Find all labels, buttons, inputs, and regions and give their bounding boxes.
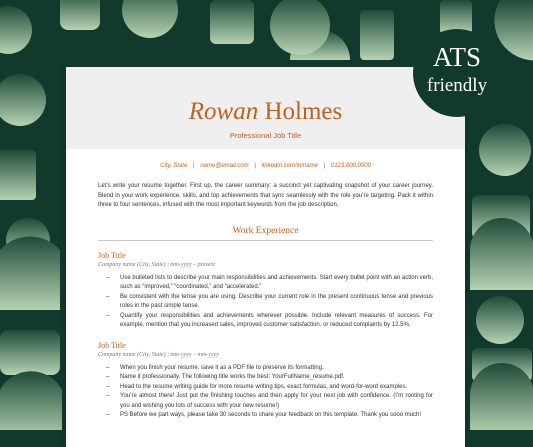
candidate-name <box>66 99 465 124</box>
bullet-item: – PS Before we part ways, please take 30 seconds to share your feedback on this template. Thank you sooo much! <box>120 411 433 421</box>
contact-separator: | <box>192 163 195 169</box>
contact-phone: 0123.000.0000 <box>330 163 371 169</box>
job-entry <box>98 251 433 331</box>
bullet-item: – Use bulleted lists to describe your main responsibilities and achievements. Start every bullet point with an action verb, such as “improved,” “coordinated,” and “accelerated.” <box>120 274 433 293</box>
contact-linkedin: linkedin.com/in/name <box>261 163 318 169</box>
contact-email: name@email.com <box>200 163 249 169</box>
last-name: Holmes <box>264 98 343 125</box>
job-company-dates: Company name (City, State) | mm-yyyy – present <box>98 261 216 268</box>
bullet-item: – You’re almost there! Just put the finishing touches and then apply for your next job with confidence. (I’m rooting for you and wishing you lots of success with your new resume!) <box>120 392 433 411</box>
contact-line <box>66 163 465 169</box>
badge-line-1: ATS <box>432 42 481 72</box>
bullet-item: – Name it professionally. The following title works the best: YourFullName_resume.pdf. <box>120 373 433 383</box>
bullet-item: – Quantify your responsibilities and achievements wherever possible. Include relevant measures of success. For example, mention that you increased sales, improved customer satisfaction, or reduced complaints by 12.5%. <box>120 312 433 331</box>
section-divider <box>98 240 433 241</box>
job-title: Job Title <box>98 250 126 260</box>
bullet-item: – Head to the resume writing guide for more resume writing tips, exact formulas, and word-for-word examples. <box>120 383 433 393</box>
job-bullets <box>98 364 433 421</box>
job-title: Job Title <box>98 340 126 350</box>
bullet-item: – When you finish your resume, save it as a PDF file to preserve its formatting. <box>120 364 433 374</box>
resume-header <box>66 67 465 149</box>
professional-title: Professional Job Title <box>229 131 302 140</box>
bullet-item: – Be consistent with the tense you are using. Describe your current role in the present continuous tense and previous roles in the past simple tense. <box>120 293 433 312</box>
ats-friendly-badge <box>413 29 501 117</box>
badge-line-2: friendly <box>426 75 488 96</box>
career-summary: Let’s write your resume together. First up, the career summary: a succinct yet captivating snapshot of your career journey. Blend in your work experience, skills, and top achievements that sync seamlessly with the role you’re targeting. Pack it within three to four sentences, infused with the most important keywords from the job description. <box>98 183 433 208</box>
contact-separator: | <box>254 163 256 169</box>
first-name: Rowan <box>188 98 259 125</box>
contact-separator: | <box>323 163 326 169</box>
section-heading-work-experience: Work Experience <box>232 225 299 236</box>
contact-location: City, State <box>160 163 188 169</box>
job-company-dates: Company name (City, State) | mm-yyyy – mm-yyyy <box>98 351 219 358</box>
job-entry <box>98 341 433 421</box>
job-bullets <box>98 274 433 331</box>
resume-page <box>66 67 465 447</box>
